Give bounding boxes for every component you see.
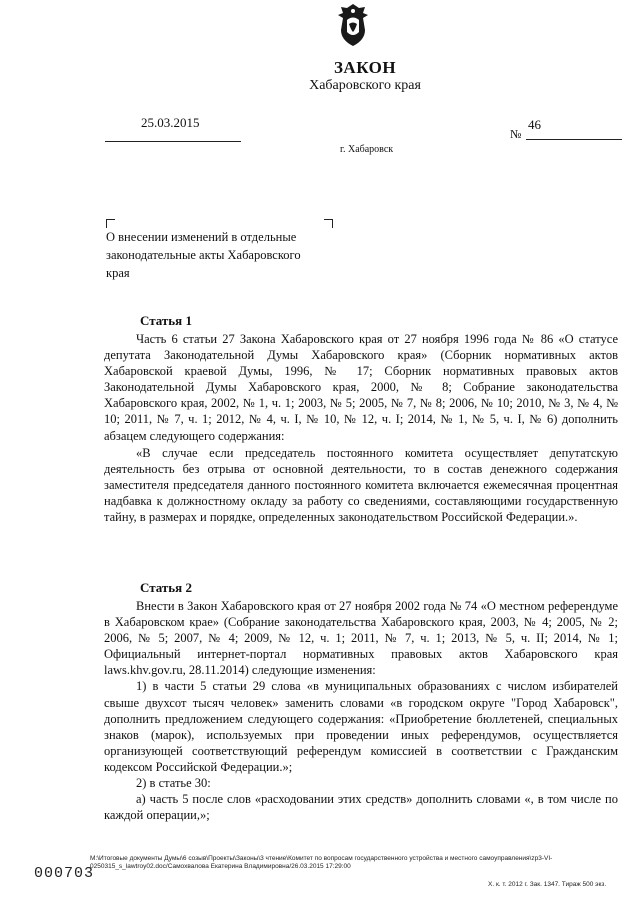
number-underline — [526, 139, 622, 140]
document-city: г. Хабаровск — [340, 144, 394, 155]
article-2-item-1: 1) в части 5 статьи 29 слова «в муниципальных образованиях с числом избирателей свыше двухсот тысяч человек» заменить словами «в городском округе "Город Хабаровск", дополнить предложением следующего содержания: «Приобретение бюллетеней, специальных знаков (марок), используемых при проведении иных референдумов, осуществляется организующей соответствующий референдум комиссией в соответствии с Гражданским кодексом Российской Федерации.»; — [104, 679, 618, 774]
caption-line: законодательные акты Хабаровского — [106, 248, 301, 262]
file-path-line: 0250315_s_lawtroy02.doc/Самохвалова Екатерина Владимировна/26.03.2015 17:29:00 — [90, 863, 351, 870]
file-path-footer — [90, 855, 630, 871]
document-subtitle: Хабаровского края — [309, 78, 421, 93]
article-2-item-2: 2) в статье 30: — [136, 776, 211, 791]
article-1-text — [104, 331, 618, 525]
article-2-text — [104, 598, 618, 823]
document-number: 46 — [528, 117, 541, 132]
article-1-heading: Статья 1 — [140, 313, 192, 328]
article-1-body: Часть 6 статьи 27 Закона Хабаровского края от 27 ноября 1996 года № 86 «О статусе депутата Законодательной Думы Хабаровского края» (Сборник нормативных актов Хабаровской краевой Думы, 1996, № 17; Сборник нормативных правовых актов Законодательной Думы Хабаровского края, 2000, № 8; Собрание законодательства Хабаровского края, 2002, № 1, ч. 1; 2003, № 5; 2005, № 7, № 8; 2006, № 10; 2010, № 3, № 4, № 10; 2011, № 7, ч. 1; 2012, № 4, ч. I, № 10, № 12, ч. I; 2014, № 1, № 5, ч. I, № 6) дополнить абзацем следующего содержания: — [104, 332, 618, 443]
document-title: ЗАКОН — [333, 58, 397, 77]
caption-bracket-right — [324, 219, 333, 228]
caption-line: края — [106, 266, 130, 280]
date-underline — [105, 141, 241, 142]
document-date: 25.03.2015 — [141, 115, 200, 130]
law-caption — [106, 228, 338, 282]
article-2-item-2a: а) часть 5 после слов «расходовании этих средств» дополнить словами «, в том числе по каждой операции,»; — [104, 792, 618, 823]
article-1-quote: «В случае если председатель постоянного комитета осуществляет депутатскую деятельность без отрыва от основной деятельности, то в состав денежного содержания заместителя председателя данного постоянного комитета включается ежемесячная процентная надбавка к должностному окладу за работу со сведениями, составляющими государственную тайну, в размерах и порядке, определенных законодательством Российской Федерации.». — [104, 445, 618, 525]
caption-line: О внесении изменений в отдельные — [106, 230, 297, 244]
article-2-heading: Статья 2 — [140, 580, 192, 595]
registration-stamp: 000703 — [34, 865, 95, 882]
caption-bracket-left — [106, 219, 115, 228]
print-info: Х. к. т. 2012 г. Зак. 1347. Тираж 500 экз. — [488, 881, 607, 888]
coat-of-arms-emblem — [332, 2, 374, 48]
article-2-body: Внести в Закон Хабаровского края от 27 ноября 2002 года № 74 «О местном референдуме в Хабаровском крае» (Собрание законодательства Хабаровского края, 2003, № 4; 2005, № 2; 2006, № 5; 2007, № 4; 2009, № 12, ч. 1; 2011, № 7, ч. 1; 2013, № 5, ч. II; 2014, № 1; Официальный интернет-портал нормативных правовых актов Хабаровского края laws.khv.gov.ru, 28.11.2014) следующие изменения: — [104, 599, 618, 678]
number-sign: № — [510, 127, 522, 141]
file-path-line: M:\Итоговые документы Думы\6 созыв\Проекты\Законы\3 чтение\Комитет по вопросам государственного устройства и местного самоуправления\zp3-VI- — [90, 855, 553, 862]
